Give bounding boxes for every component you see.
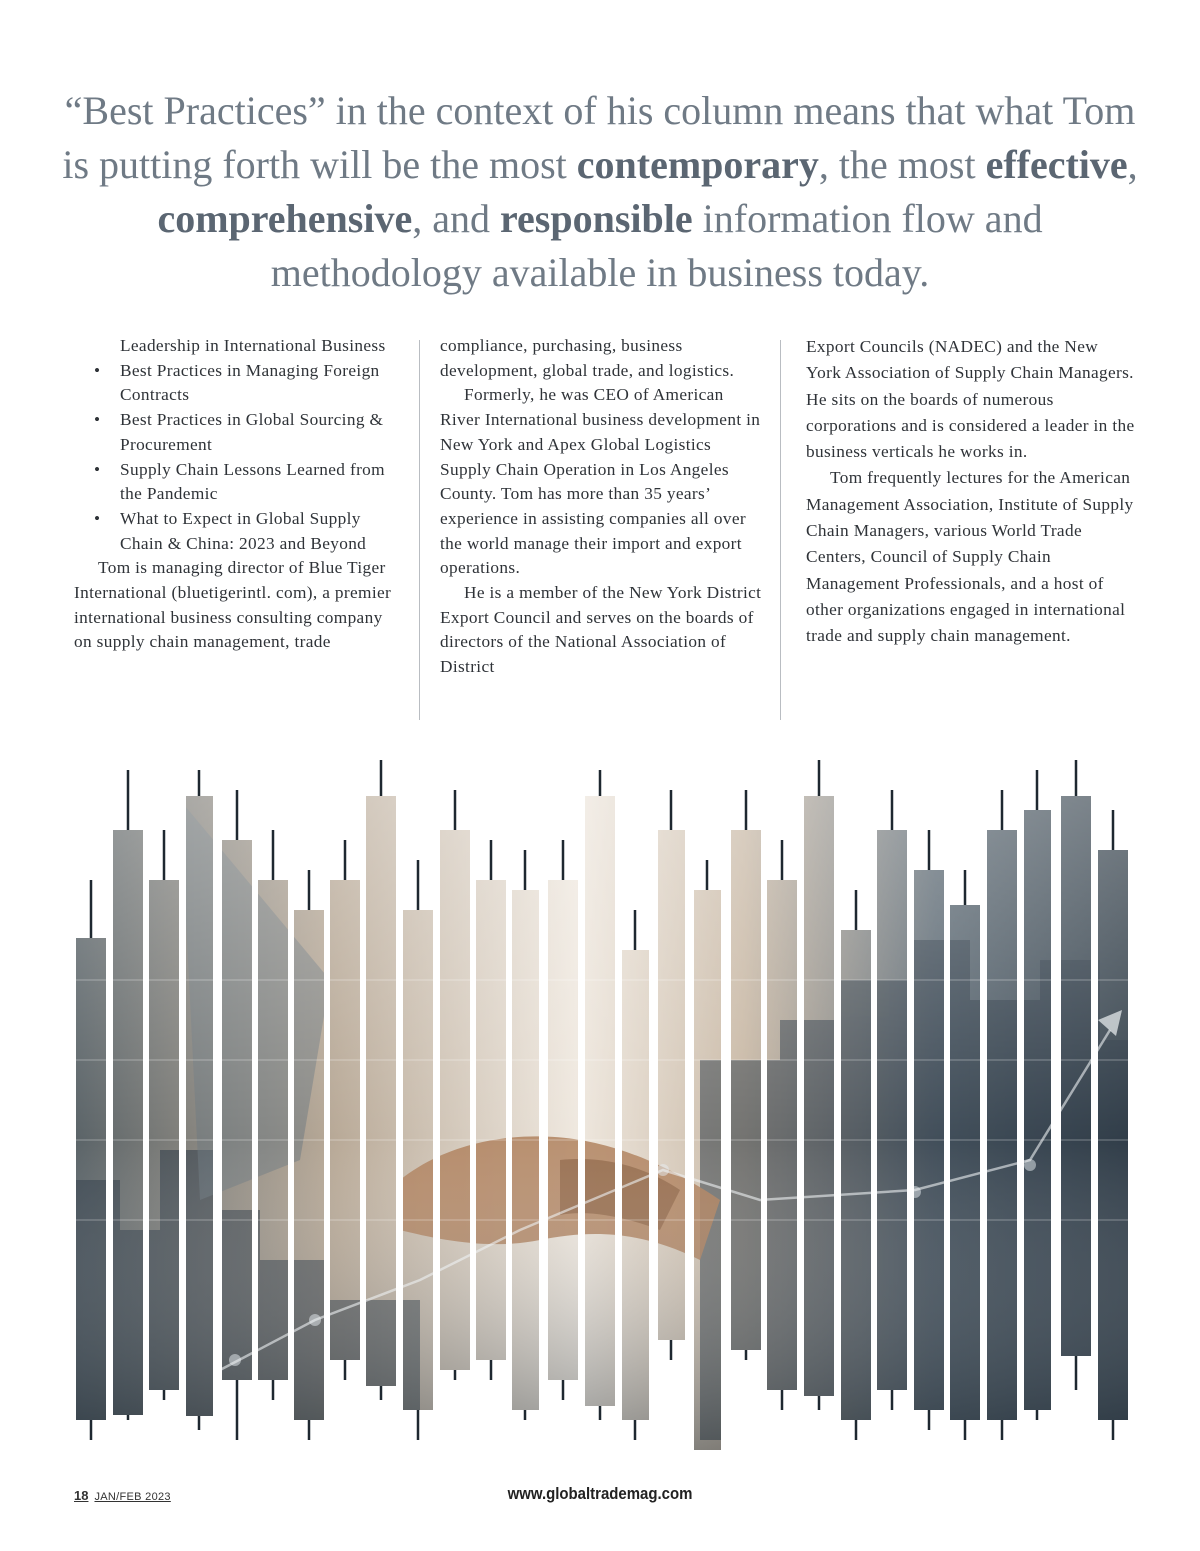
issue-date: JAN/FEB 2023 bbox=[94, 1491, 171, 1503]
bullet-item bbox=[74, 458, 404, 507]
pull-quote-text: “Best Practices” in the context of his column means that what Tom is putting forth will be the most bbox=[62, 88, 1136, 187]
handshake-candlestick-image bbox=[0, 760, 1200, 1450]
pull-quote-emphasis: comprehensive bbox=[157, 196, 413, 241]
pull-quote-emphasis: contemporary bbox=[576, 142, 819, 187]
page-number: 18 bbox=[74, 1488, 89, 1503]
column-divider bbox=[419, 340, 420, 720]
bullet-dot: • bbox=[94, 459, 101, 479]
body-paragraph: Export Councils (NADEC) and the New York Association of Supply Chain Managers. He sits on the boards of numerous corporations and is considered a leader in the business verticals he works in. bbox=[806, 337, 1135, 462]
bullet-text: Best Practices in Managing Foreign Contracts bbox=[120, 360, 380, 405]
page-footer bbox=[0, 1484, 1200, 1508]
bullet-continuation: Leadership in International Business bbox=[120, 336, 386, 355]
body-paragraph: compliance, purchasing, business development, global trade, and logistics. bbox=[440, 336, 735, 380]
column-divider bbox=[780, 340, 781, 720]
pull-quote-emphasis: effective bbox=[985, 142, 1128, 187]
pull-quote-text: , and bbox=[412, 196, 500, 241]
pull-quote-text: , the most bbox=[818, 142, 986, 187]
bullet-item bbox=[74, 507, 404, 556]
bullet-item bbox=[74, 359, 404, 408]
pull-quote bbox=[60, 84, 1140, 300]
pull-quote-emphasis: responsible bbox=[500, 196, 693, 241]
article-column-2 bbox=[440, 334, 762, 680]
body-paragraph: He is a member of the New York District Export Council and serves on the boards of directors of the National Association of District bbox=[440, 583, 762, 677]
pull-quote-text: information flow and methodology available in business today. bbox=[270, 196, 1043, 295]
article-column-3 bbox=[806, 334, 1136, 650]
bullet-text: What to Expect in Global Supply Chain & China: 2023 and Beyond bbox=[120, 508, 367, 553]
website-url: www.globaltrademag.com bbox=[507, 1484, 693, 1503]
article-column-1 bbox=[74, 334, 404, 655]
pull-quote-text: , bbox=[1127, 142, 1138, 187]
bullet-dot: • bbox=[94, 410, 101, 430]
body-paragraph: Tom frequently lectures for the American Management Association, Institute of Supply Chain Managers, various World Trade Centers, Council of Supply Chain Management Professionals, and a host of other organizations engaged in international trade and supply chain management. bbox=[806, 468, 1134, 646]
bullet-text: Best Practices in Global Sourcing & Procurement bbox=[120, 410, 384, 454]
body-paragraph: Formerly, he was CEO of American River International business development in New York and Apex Global Logistics Supply Chain Operation in Los Angeles County. Tom has more than 35 years’ experience in assisting companies all over the world manage their import and export operations. bbox=[440, 385, 761, 578]
bullet-dot: • bbox=[94, 508, 101, 528]
body-paragraph: Tom is managing director of Blue Tiger International (bluetigerintl. com), a premier international business consulting company on supply chain management, trade bbox=[74, 558, 392, 652]
bullet-item bbox=[74, 408, 404, 457]
bullet-text: Supply Chain Lessons Learned from the Pandemic bbox=[120, 459, 385, 504]
bullet-dot: • bbox=[94, 360, 101, 380]
